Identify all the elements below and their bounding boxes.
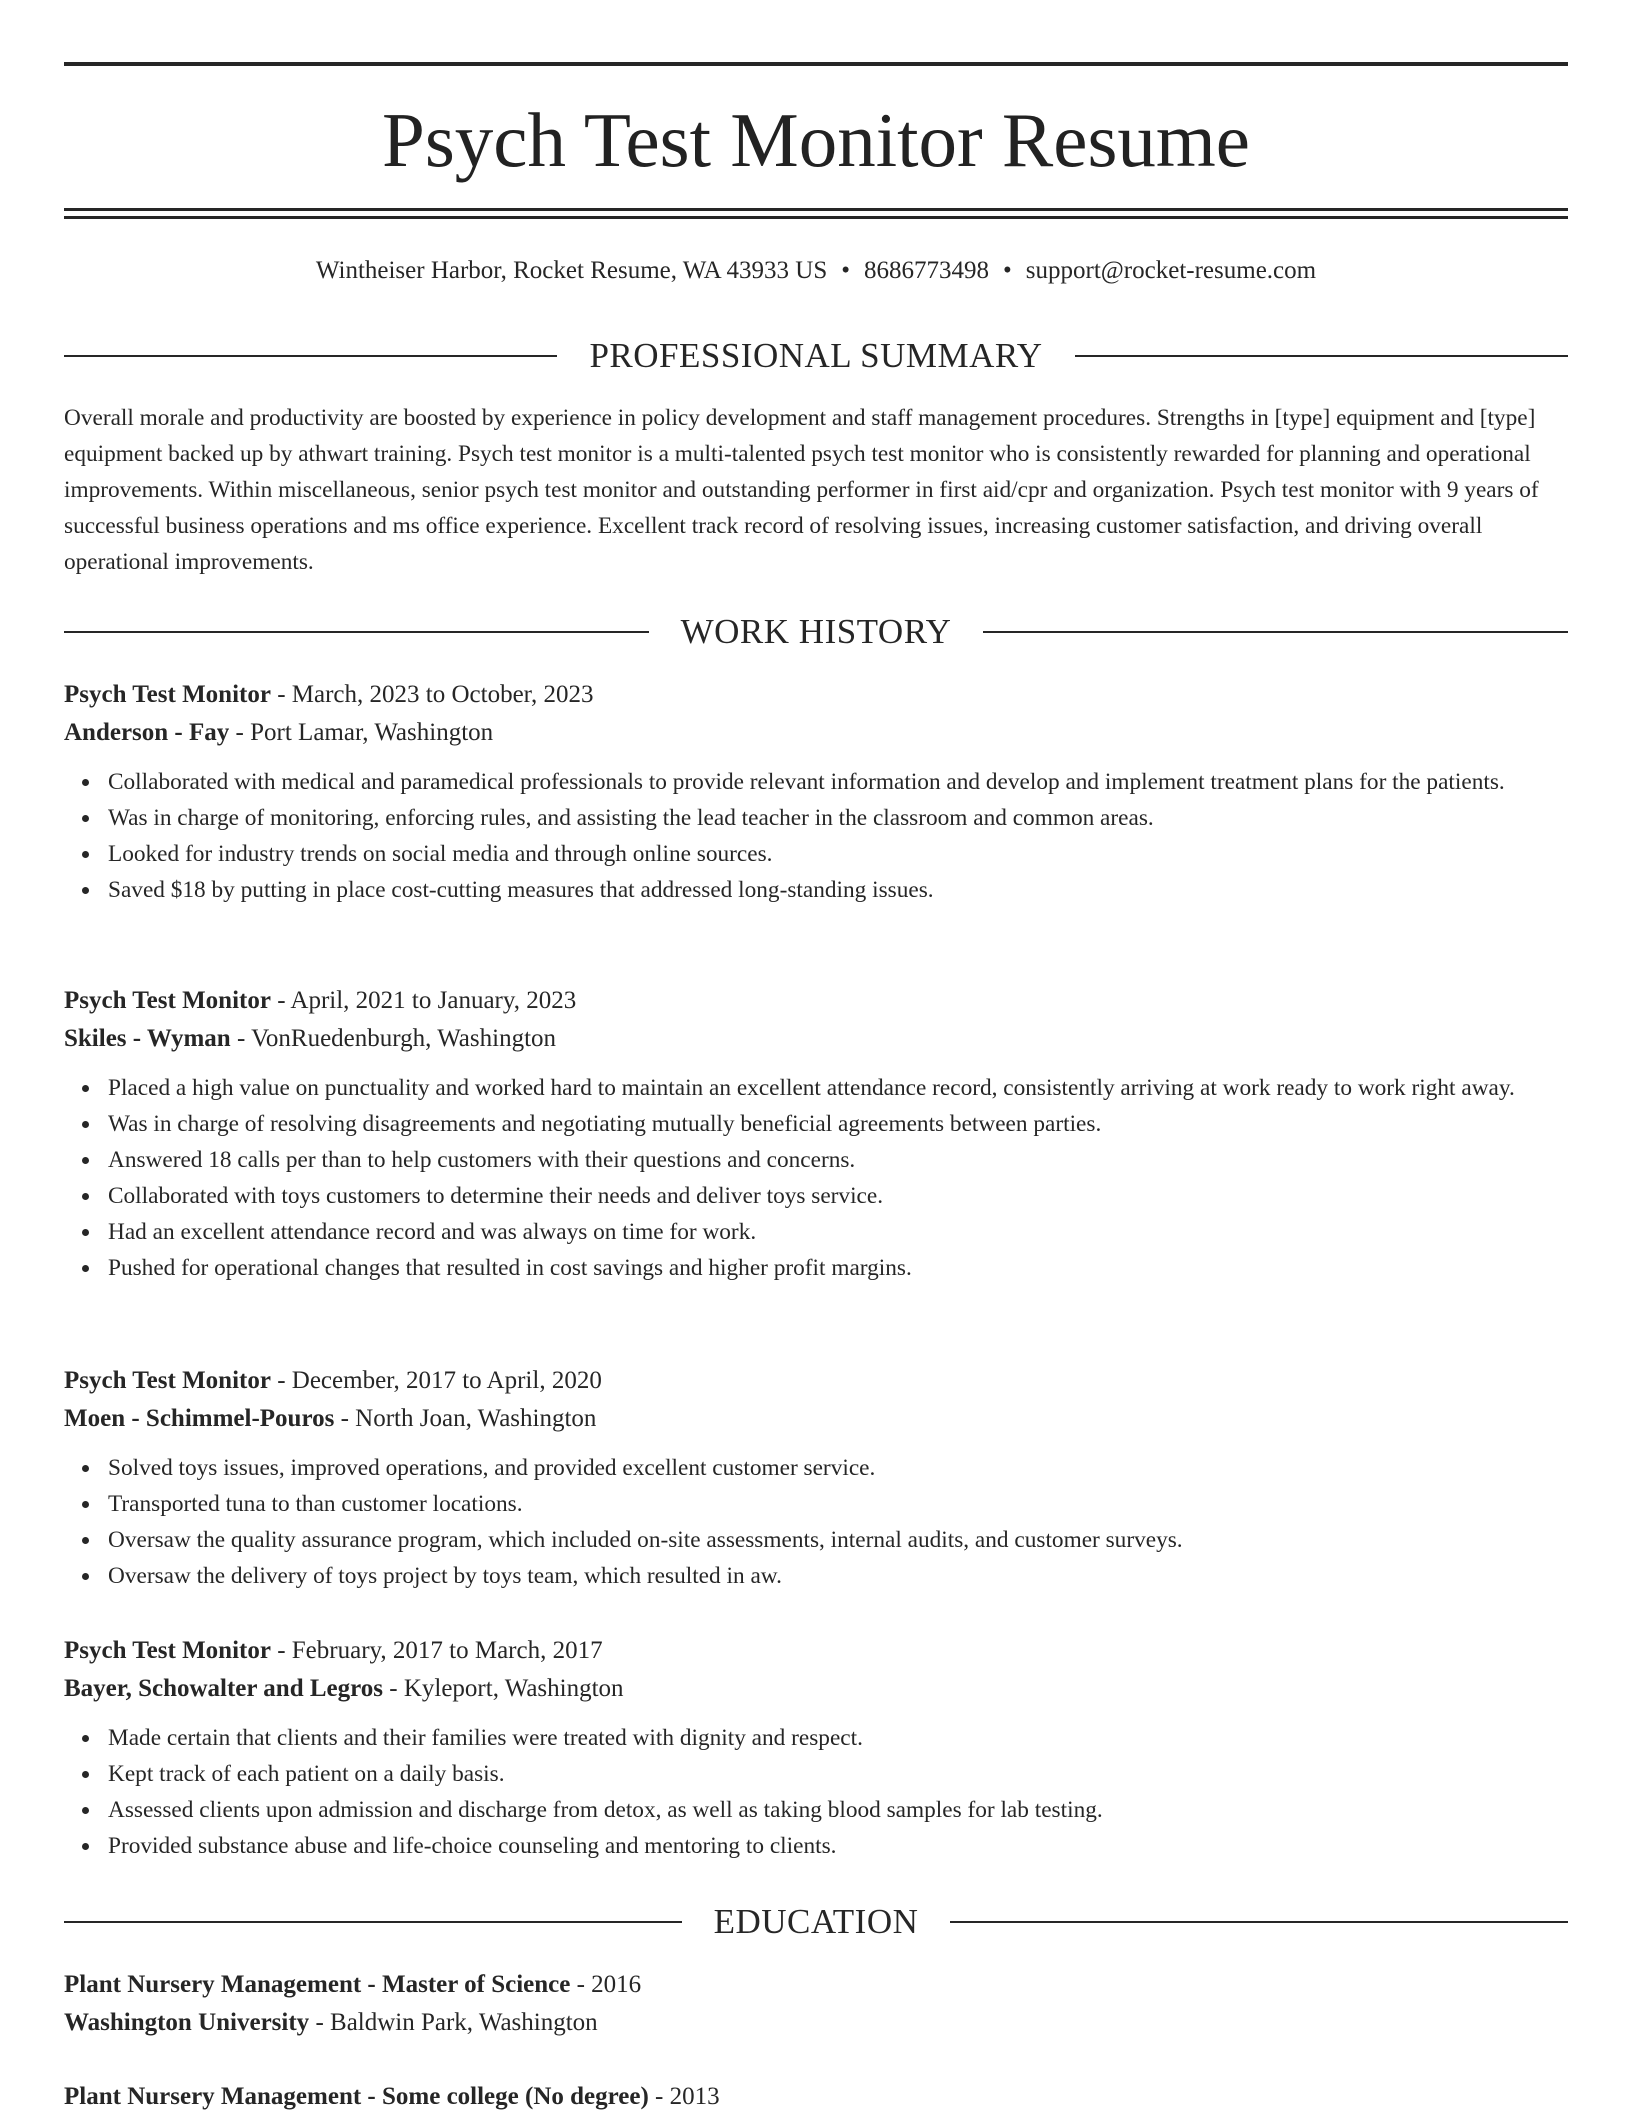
- job-title: Psych Test Monitor: [64, 681, 271, 708]
- education-entry: [64, 2078, 1568, 2116]
- job-bullets: [64, 1070, 1568, 1286]
- contact-address: Wintheiser Harbor, Rocket Resume, WA 43933 US: [315, 257, 828, 284]
- job-dates: - December, 2017 to April, 2020: [270, 1367, 602, 1394]
- summary-text: Overall morale and productivity are boosted by experience in policy development and staff management procedures. Strengths in [type] equipment and [type] equipment backed up by athwart training. Psych test monitor is a multi-talented psych test monitor who is consistently rewarded for planning and operational improvements. Within miscellaneous, senior psych test monitor and outstanding performer in first aid/cpr and organization. Psych test monitor with 9 years of successful business operations and ms office experience. Excellent track record of resolving issues, increasing customer satisfaction, and driving overall operational improvements.: [64, 405, 1539, 575]
- job-company: Skiles - Wyman: [64, 1025, 231, 1052]
- job-location: - Kyleport, Washington: [383, 1675, 624, 1702]
- job-entry: [64, 1632, 1568, 1864]
- heading-rule-right: [950, 1921, 1568, 1923]
- job-bullet: Oversaw the delivery of toys project by toys team, which resulted in aw.: [108, 1558, 1568, 1594]
- job-entry: [64, 676, 1568, 908]
- education-degree-line: [64, 2078, 1568, 2116]
- job-bullet: Transported tuna to than customer locations.: [108, 1486, 1568, 1522]
- summary-section-heading: [64, 336, 1568, 376]
- job-bullet: Kept track of each patient on a daily basis.: [108, 1756, 1568, 1792]
- education-year: - 2013: [648, 2083, 720, 2110]
- job-bullets: [64, 1720, 1568, 1864]
- job-company: Moen - Schimmel-Pouros: [64, 1405, 335, 1432]
- job-title-line: [64, 982, 1568, 1020]
- contact-line: [64, 254, 1568, 288]
- education-section-heading: [64, 1902, 1568, 1942]
- job-title-line: [64, 676, 1568, 714]
- job-company: Bayer, Schowalter and Legros: [64, 1675, 383, 1702]
- job-location: - VonRuedenburgh, Washington: [230, 1025, 557, 1052]
- job-dates: - February, 2017 to March, 2017: [270, 1637, 603, 1664]
- summary-heading-label: PROFESSIONAL SUMMARY: [589, 336, 1043, 375]
- education-school-line: [64, 2004, 1568, 2042]
- job-dates: - April, 2021 to January, 2023: [270, 987, 577, 1014]
- heading-rule-left: [64, 631, 649, 633]
- job-company: Anderson - Fay: [64, 719, 230, 746]
- job-title: Psych Test Monitor: [64, 1637, 271, 1664]
- job-entry: [64, 982, 1568, 1286]
- job-location: - Port Lamar, Washington: [229, 719, 494, 746]
- job-bullet: Provided substance abuse and life-choice counseling and mentoring to clients.: [108, 1828, 1568, 1864]
- job-company-line: [64, 714, 1568, 752]
- heading-rule-left: [64, 1921, 682, 1923]
- education-heading-label: EDUCATION: [713, 1902, 919, 1941]
- header-top-rule: [64, 62, 1568, 66]
- job-title: Psych Test Monitor: [64, 1367, 271, 1394]
- contact-phone: 8686773498: [864, 257, 990, 284]
- work-heading-label: WORK HISTORY: [680, 612, 952, 651]
- heading-rule-right: [1075, 355, 1568, 357]
- job-bullet: Answered 18 calls per than to help customers with their questions and concerns.: [108, 1142, 1568, 1178]
- job-bullet: Saved $18 by putting in place cost-cutting measures that addressed long-standing issues.: [108, 872, 1568, 908]
- education-degree: Plant Nursery Management - Master of Science: [64, 1971, 571, 1998]
- education-entry: [64, 1966, 1568, 2042]
- job-entry: [64, 1362, 1568, 1594]
- education-degree: Plant Nursery Management - Some college (No degree): [64, 2083, 649, 2110]
- education-location: - Baldwin Park, Washington: [309, 2009, 598, 2036]
- job-bullet: Solved toys issues, improved operations, and provided excellent customer service.: [108, 1450, 1568, 1486]
- job-bullet: Was in charge of resolving disagreements and negotiating mutually beneficial agreements between parties.: [108, 1106, 1568, 1142]
- job-bullet: Made certain that clients and their families were treated with dignity and respect.: [108, 1720, 1568, 1756]
- education-year: - 2016: [570, 1971, 642, 1998]
- job-bullet: Had an excellent attendance record and was always on time for work.: [108, 1214, 1568, 1250]
- contact-separator: •: [1003, 257, 1012, 284]
- heading-rule-right: [983, 631, 1568, 633]
- job-bullets: [64, 764, 1568, 908]
- job-bullet: Pushed for operational changes that resulted in cost savings and higher profit margins.: [108, 1250, 1568, 1286]
- job-bullets: [64, 1450, 1568, 1594]
- job-bullet: Collaborated with medical and paramedical professionals to provide relevant information and develop and implement treatment plans for the patients.: [108, 764, 1568, 800]
- page-title: Psych Test Monitor Resume: [382, 97, 1250, 183]
- job-bullet: Placed a high value on punctuality and worked hard to maintain an excellent attendance record, consistently arriving at work ready to work right away.: [108, 1070, 1568, 1106]
- contact-email: support@rocket-resume.com: [1025, 257, 1317, 284]
- job-title-line: [64, 1632, 1568, 1670]
- job-dates: - March, 2023 to October, 2023: [270, 681, 594, 708]
- job-company-line: [64, 1670, 1568, 1708]
- header-double-rule-upper: [64, 208, 1568, 211]
- job-company-line: [64, 1400, 1568, 1438]
- job-location: - North Joan, Washington: [334, 1405, 597, 1432]
- header-double-rule-lower: [64, 216, 1568, 219]
- work-section-heading: [64, 612, 1568, 652]
- education-degree-line: [64, 1966, 1568, 2004]
- contact-separator: •: [841, 257, 851, 284]
- job-bullet: Oversaw the quality assurance program, which included on-site assessments, internal audits, and customer surveys.: [108, 1522, 1568, 1558]
- job-company-line: [64, 1020, 1568, 1058]
- job-title-line: [64, 1362, 1568, 1400]
- job-bullet: Was in charge of monitoring, enforcing rules, and assisting the lead teacher in the classroom and common areas.: [108, 800, 1568, 836]
- heading-rule-left: [64, 355, 557, 357]
- job-title: Psych Test Monitor: [64, 987, 271, 1014]
- education-school: Washington University: [64, 2009, 310, 2036]
- job-bullet: Collaborated with toys customers to determine their needs and deliver toys service.: [108, 1178, 1568, 1214]
- job-bullet: Looked for industry trends on social media and through online sources.: [108, 836, 1568, 872]
- job-bullet: Assessed clients upon admission and discharge from detox, as well as taking blood samples for lab testing.: [108, 1792, 1568, 1828]
